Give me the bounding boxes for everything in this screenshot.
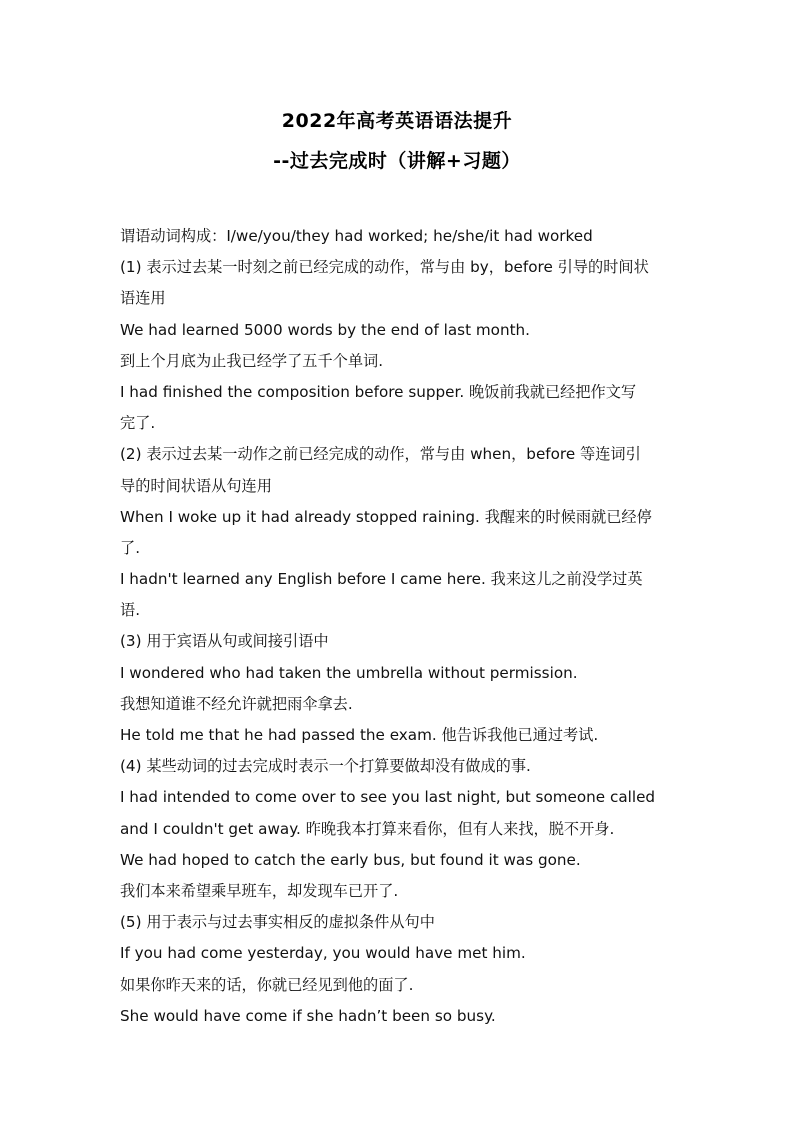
text-line: She would have come if she hadn’t been so busy. xyxy=(120,1006,496,1025)
text-line: (1) 表示过去某一时刻之前已经完成的动作，常与由 by，before 引导的时间状 xyxy=(120,258,649,277)
text-line: 到上个月底为止我已经学了五千个单词. xyxy=(120,351,384,370)
text-line: (3) 用于宾语从句或间接引语中 xyxy=(120,632,329,651)
text-line: I had intended to come over to see you last night, but someone called xyxy=(120,788,656,807)
text-line: If you had come yesterday, you would have met him. xyxy=(120,944,526,963)
document-body xyxy=(120,221,680,1032)
text-line: (2) 表示过去某一动作之前已经完成的动作，常与由 when，before 等连词引 xyxy=(120,445,641,464)
text-line: 谓语动词构成：I/we/you/they had worked; he/she/it had worked xyxy=(120,227,593,245)
text-line: When I woke up it had already stopped raining. 我醒来的时候雨就已经停 xyxy=(120,507,652,526)
text-line: We had hoped to catch the early bus, but found it was gone. xyxy=(120,850,581,869)
text-line: I hadn't learned any English before I came here. 我来这儿之前没学过英 xyxy=(120,570,643,589)
text-line: (5) 用于表示与过去事实相反的虚拟条件从句中 xyxy=(120,913,435,932)
text-line: 导的时间状语从句连用 xyxy=(120,476,272,495)
text-line: We had learned 5000 words by the end of last month. xyxy=(120,320,530,339)
text-line: 如果你昨天来的话，你就已经见到他的面了. xyxy=(120,975,414,994)
text-line: 语. xyxy=(120,601,141,620)
text-line: (4) 某些动词的过去完成时表示一个打算要做却没有做成的事. xyxy=(120,757,531,776)
text-line: I had finished the composition before supper. 晚饭前我就已经把作文写 xyxy=(120,382,637,401)
text-line: 语连用 xyxy=(120,289,166,308)
text-line: 完了. xyxy=(120,414,156,433)
page-subtitle: --过去完成时（讲解+习题） xyxy=(273,150,521,172)
page-title: 2022年高考英语语法提升 xyxy=(281,110,513,132)
text-line: 了. xyxy=(120,538,141,557)
text-line: 我们本来希望乘早班车，却发现车已开了. xyxy=(120,881,399,900)
text-line: He told me that he had passed the exam. 他告诉我他已通过考试. xyxy=(120,726,599,744)
text-line: and I couldn't get away. 昨晚我本打算来看你，但有人来找，脱不开身. xyxy=(120,819,615,838)
text-line: 我想知道谁不经允许就把雨伞拿去. xyxy=(120,694,353,713)
text-line: I wondered who had taken the umbrella without permission. xyxy=(120,663,578,682)
